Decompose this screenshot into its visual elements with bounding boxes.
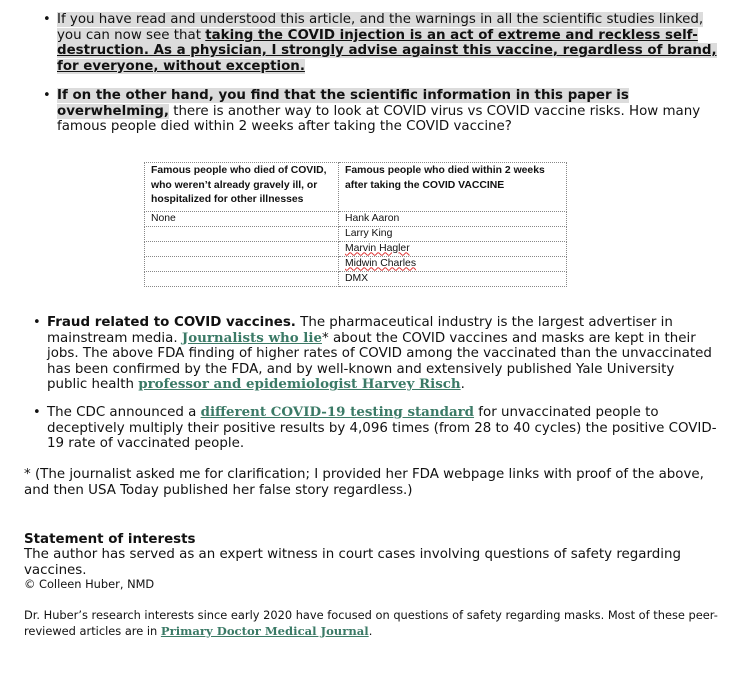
bio-text: Dr. Huber’s research interests since early 2020 have focused on questions of safety regarding masks. Most of these peer-reviewed articles are in: [24, 608, 718, 638]
bullet-dot-icon: •: [33, 405, 41, 420]
table-cell: [145, 226, 339, 241]
bullet-warning: [0, 12, 740, 74]
bullet-emphasis: taking the COVID injection is an act of extreme and reckless self-destruction. As a physician, I strongly advise against this vaccine, regardless of brand, for everyone, without exception.: [57, 27, 717, 74]
spellcheck-word: Marvin Hagler: [345, 242, 410, 254]
table-cell: Hank Aaron: [339, 211, 567, 226]
bullet-cdc: [0, 405, 740, 452]
bullet-dot-icon: •: [33, 315, 41, 330]
table-row: [145, 256, 567, 271]
table-cell: [339, 241, 567, 256]
testing-standard-link[interactable]: different COVID-19 testing standard: [200, 404, 475, 420]
statement-text: The author has served as an expert witness in court cases involving questions of safety regarding vaccines.: [24, 547, 681, 578]
bullet-text: * about the COVID vaccines and masks are kept in their jobs. The above FDA finding of higher rates of COVID among the vaccinated than the unvaccinated has been confirmed by the FDA, and by well-known and extensively published Yale University public health: [47, 330, 712, 393]
copyright: © Colleen Huber, NMD: [24, 577, 155, 591]
spellcheck-word: Midwin Charles: [345, 257, 417, 269]
table-cell: None: [145, 211, 339, 226]
bullet-dot-icon: •: [43, 12, 51, 27]
harvey-risch-link[interactable]: professor and epidemiologist Harvey Risch: [138, 376, 461, 393]
table-cell: [145, 256, 339, 271]
table-header: Famous people who died within 2 weeks after taking the COVID VACCINE: [339, 163, 567, 212]
bullet-text: for unvaccinated people to deceptively multiply their positive results by 4,096 times (from 28 to 40 cycles) the positive COVID-19 rate of vaccinated people.: [47, 405, 717, 452]
bullet-text: there is another way to look at COVID virus vs COVID vaccine risks. How many famous people died within 2 weeks after taking the COVID vaccine?: [57, 103, 701, 135]
bullet-text: .: [460, 377, 465, 393]
bullet-fraud: [0, 315, 740, 393]
table-cell: DMX: [339, 271, 567, 286]
bullet-alternative: [0, 88, 740, 135]
table-cell: Larry King: [339, 226, 567, 241]
table-row: [145, 241, 567, 256]
bullet-text: The pharmaceutical industry is the largest advertiser in mainstream media.: [47, 315, 673, 346]
table-row: [145, 226, 567, 241]
table-row: [145, 271, 567, 286]
table-cell: [145, 241, 339, 256]
table-row: [145, 211, 567, 226]
table-cell: [339, 256, 567, 271]
statement-title: Statement of interests: [24, 532, 196, 547]
journal-link[interactable]: Primary Doctor Medical Journal: [160, 623, 369, 638]
bullet-dot-icon: •: [43, 88, 51, 103]
bullet-bold: Fraud related to COVID vaccines.: [47, 315, 296, 330]
famous-deaths-table: [144, 162, 567, 287]
bullet-text: The CDC announced a: [47, 405, 201, 420]
bullet-bold: If on the other hand, you find that the scientific information in this paper is overwhelming,: [57, 88, 629, 119]
journalists-who-lie-link[interactable]: Journalists who lie: [181, 329, 322, 346]
table-header: Famous people who died of COVID, who weren’t already gravely ill, or hospitalized for other illnesses: [145, 163, 339, 212]
table-cell: [145, 271, 339, 286]
footnote: * (The journalist asked me for clarification; I provided her FDA webpage links with proof of the above, and then USA Today published her false story regardless.): [24, 467, 704, 498]
table-header-row: [145, 163, 567, 212]
bio-end: .: [368, 623, 373, 638]
bullet-text: If you have read and understood this article, and the warnings in all the scientific studies linked, you can now see that: [57, 12, 704, 43]
author-bio: [24, 608, 724, 639]
